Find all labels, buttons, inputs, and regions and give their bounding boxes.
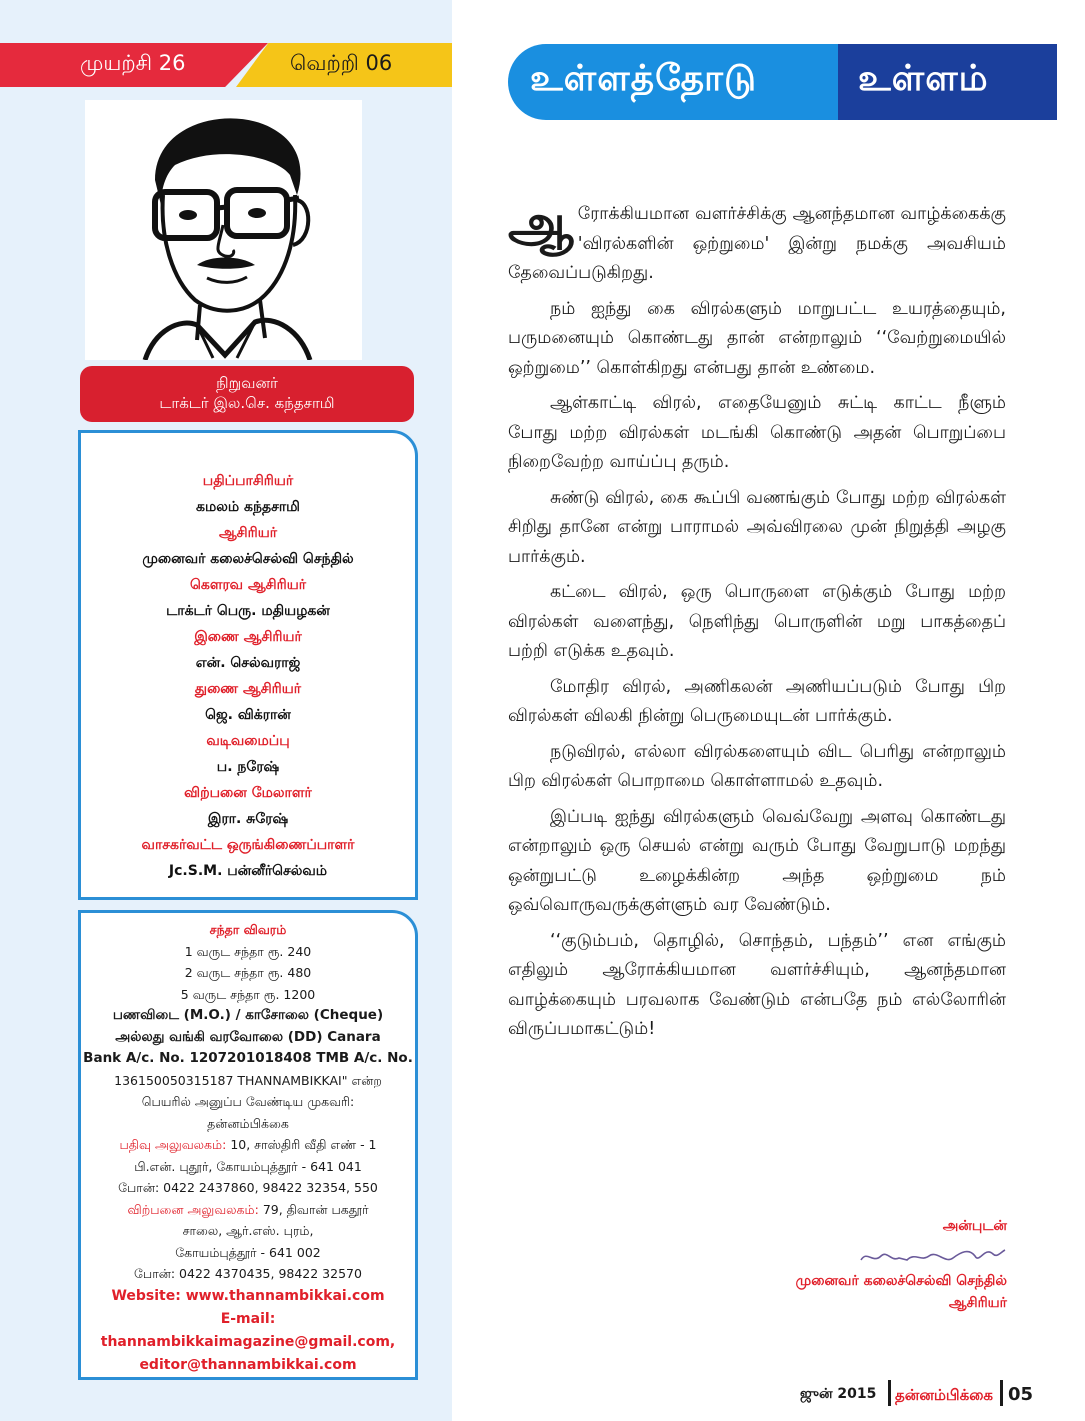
- article-paragraph: இப்படி ஐந்து விரல்களும் வெவ்வேறு அளவு கொண்டது என்றாலும் ஒரு செயல் என்று வரும் போது வேறுபாடு மறந்து ஒன்றுபட்டு உழைக்கின்ற அந்த ஒற்றுமை நம் ஒவ்வொருவருக்குள்ளும் வர வேண்டும்.: [508, 806, 1006, 915]
- signoff-name: முனைவர் கலைச்செல்வி செந்தில்: [795, 1273, 1007, 1289]
- article-paragraph: ஆள்காட்டி விரல், எதையேனும் சுட்டி காட்ட நீளும் போது மற்ற விரல்கள் மடங்கி கொண்டு அதன் பொறுப்பை நிறைவேற்ற வாய்ப்பு தரும்.: [508, 393, 1006, 472]
- issue-banner: [0, 43, 452, 87]
- staff-name: என். செல்வராஜ்: [195, 655, 301, 671]
- staff-role: ஆசிரியர்: [218, 525, 278, 541]
- payment-line: அல்லது வங்கி வரவோலை (DD) Canara: [115, 1028, 381, 1045]
- article-paragraph: மோதிர விரல், அணிகலன் அணியப்படும் போது பிற விரல்கள் விலகி நின்று பெருமையுடன் பார்க்கும்.: [508, 676, 1006, 726]
- staff-role: விற்பனை மேலாளர்: [184, 785, 312, 801]
- footer-date: ஜுன் 2015: [800, 1386, 877, 1402]
- staff-role: கௌரவ ஆசிரியர்: [189, 577, 307, 593]
- sales-office-label: விற்பனை அலுவலகம்:: [127, 1201, 259, 1217]
- footer-divider: [888, 1380, 891, 1406]
- article-title-banner: [508, 44, 1057, 120]
- first-paragraph-text: ரோக்கியமான வளர்ச்சிக்கு ஆனந்தமான வாழ்க்கைக்கு 'விரல்களின் ஒற்றுமை' இன்று நமக்கு அவசியம் தேவைப்படுகிறது.: [508, 204, 1006, 283]
- founder-portrait-sketch: [85, 100, 362, 360]
- registered-office-line: பி.என். புதூர், கோயம்புத்தூர் - 641 041: [134, 1158, 362, 1174]
- payment-line: தன்னம்பிக்கை: [207, 1115, 289, 1131]
- subscription-heading: சந்தா விவரம்: [209, 922, 287, 937]
- signature: [857, 1242, 1007, 1270]
- staff-name: டாக்டர் பெரு. மதியழகன்: [166, 603, 330, 619]
- issue-success-label: வெற்றி 06: [290, 51, 393, 75]
- payment-line: பணவிடை (M.O.) / காசோலை (Cheque): [112, 1007, 384, 1023]
- payment-line: பெயரில் அனுப்ப வேண்டிய முகவரி:: [141, 1094, 355, 1109]
- article-paragraph: [508, 194, 1006, 289]
- page-number: 05: [1008, 1384, 1034, 1405]
- sales-office-line: போன்: 0422 4370435, 98422 32570: [134, 1266, 362, 1281]
- staff-name: இரா. சுரேஷ்: [207, 811, 289, 827]
- article-paragraph: ‘‘குடும்பம், தொழில், சொந்தம், பந்தம்’’ என எங்கும் எதிலும் ஆரோக்கியமான வளர்ச்சியும், ஆனந்தமான வாழ்க்கையும் பரவலாக வேண்டும் என்பதே நம் எல்லோரின் விருப்பமாகட்டும்!: [508, 930, 1006, 1039]
- registered-office-line: போன்: 0422 2437860, 98422 32354, 550: [118, 1180, 378, 1195]
- article-paragraph: நடுவிரல், எல்லா விரல்களையும் விட பெரிது என்றாலும் பிற விரல்கள் பொறாமை கொள்ளாமல் உதவும்.: [508, 741, 1006, 791]
- article-paragraph: சுண்டு விரல், கை கூப்பி வணங்கும் போது மற்ற விரல்கள் சிறிது தானே என்று பாராமல் அவ்விரலை முன் நிறுத்தி அழகு பார்க்கும்.: [508, 487, 1006, 567]
- footer-divider: [1000, 1380, 1003, 1406]
- subscription-rate: 2 வருட சந்தா ரூ. 480: [184, 965, 312, 980]
- staff-name: கமலம் கந்தசாமி: [196, 499, 300, 515]
- article-title-part2: உள்ளம்: [858, 58, 989, 99]
- article-body: [508, 194, 1006, 1051]
- payment-line: Bank A/c. No. 1207201018408 TMB A/c. No.: [83, 1050, 413, 1066]
- drop-cap: ஆ: [508, 194, 574, 254]
- left-sidebar: [0, 0, 452, 1421]
- sales-office-line: சாலை, ஆர்.எஸ். புரம்,: [182, 1223, 314, 1238]
- staff-name: முனைவர் கலைச்செல்வி செந்தில்: [142, 551, 354, 567]
- signoff: [796, 1218, 1007, 1314]
- founder-portrait: [85, 100, 362, 360]
- registered-office: [81, 1134, 415, 1156]
- website-link[interactable]: Website: www.thannambikkai.com: [111, 1287, 385, 1304]
- page-footer: [800, 1380, 1032, 1408]
- signoff-greeting: அன்புடன்: [942, 1218, 1007, 1234]
- founder-box: [80, 366, 414, 422]
- staff-name: Jc.S.M. பன்னீர்செல்வம்: [168, 863, 328, 879]
- signoff-designation: ஆசிரியர்: [948, 1295, 1007, 1311]
- article-paragraph: கட்டை விரல், ஒரு பொருளை எடுக்கும் போது மற்ற விரல்கள் வளைந்து, நெளிந்து பொருளின் மறு பாகத்தைப் பற்றி எடுக்க உதவும்.: [508, 582, 1006, 661]
- staff-name: ஜெ. விக்ரான்: [205, 707, 291, 723]
- registered-office-address: 10, சாஸ்திரி வீதி எண் - 1: [230, 1137, 377, 1152]
- subscription-box: [78, 910, 418, 1380]
- email-link-2[interactable]: editor@thannambikkai.com: [139, 1356, 357, 1373]
- sales-office-line: கோயம்புத்தூர் - 641 002: [175, 1244, 321, 1260]
- payment-line: 136150050315187 THANNAMBIKKAI" என்ற: [114, 1072, 382, 1088]
- subscription-rate: 5 வருட சந்தா ரூ. 1200: [180, 986, 316, 1002]
- staff-role: வாசகர்வட்ட ஒருங்கிணைப்பாளர்: [141, 837, 355, 853]
- sales-office-address: 79, திவான் பகதூர்: [262, 1201, 369, 1217]
- staff-box: [78, 430, 418, 900]
- staff-role: வடிவமைப்பு: [206, 733, 290, 749]
- staff-role: துணை ஆசிரியர்: [194, 681, 302, 697]
- article-paragraph: நம் ஐந்து கை விரல்களும் மாறுபட்ட உயரத்தையும், பருமனையும் கொண்டது தான் என்றாலும் ‘‘வேற்றுமையில் ஒற்றுமை’’ கொள்கிறது என்பது தான் உண்மை.: [508, 298, 1006, 378]
- founder-name: டாக்டர் இல.செ. கந்தசாமி: [159, 394, 335, 412]
- staff-role: இணை ஆசிரியர்: [194, 629, 302, 645]
- article-title-part1: உள்ளத்தோடு: [530, 58, 758, 99]
- founder-role: நிறுவனர்: [216, 374, 278, 392]
- registered-office-label: பதிவு அலுவலகம்:: [119, 1137, 227, 1152]
- staff-name: ப. நரேஷ்: [216, 759, 280, 775]
- subscription-rate: 1 வருட சந்தா ரூ. 240: [184, 943, 312, 959]
- footer-magazine: தன்னம்பிக்கை: [895, 1386, 993, 1404]
- staff-list: [81, 469, 415, 885]
- staff-role: பதிப்பாசிரியர்: [202, 473, 294, 489]
- sales-office: [81, 1199, 415, 1221]
- email-link[interactable]: E-mail: thannambikkaimagazine@gmail.com,: [100, 1310, 396, 1350]
- issue-attempt-label: முயற்சி 26: [80, 51, 186, 75]
